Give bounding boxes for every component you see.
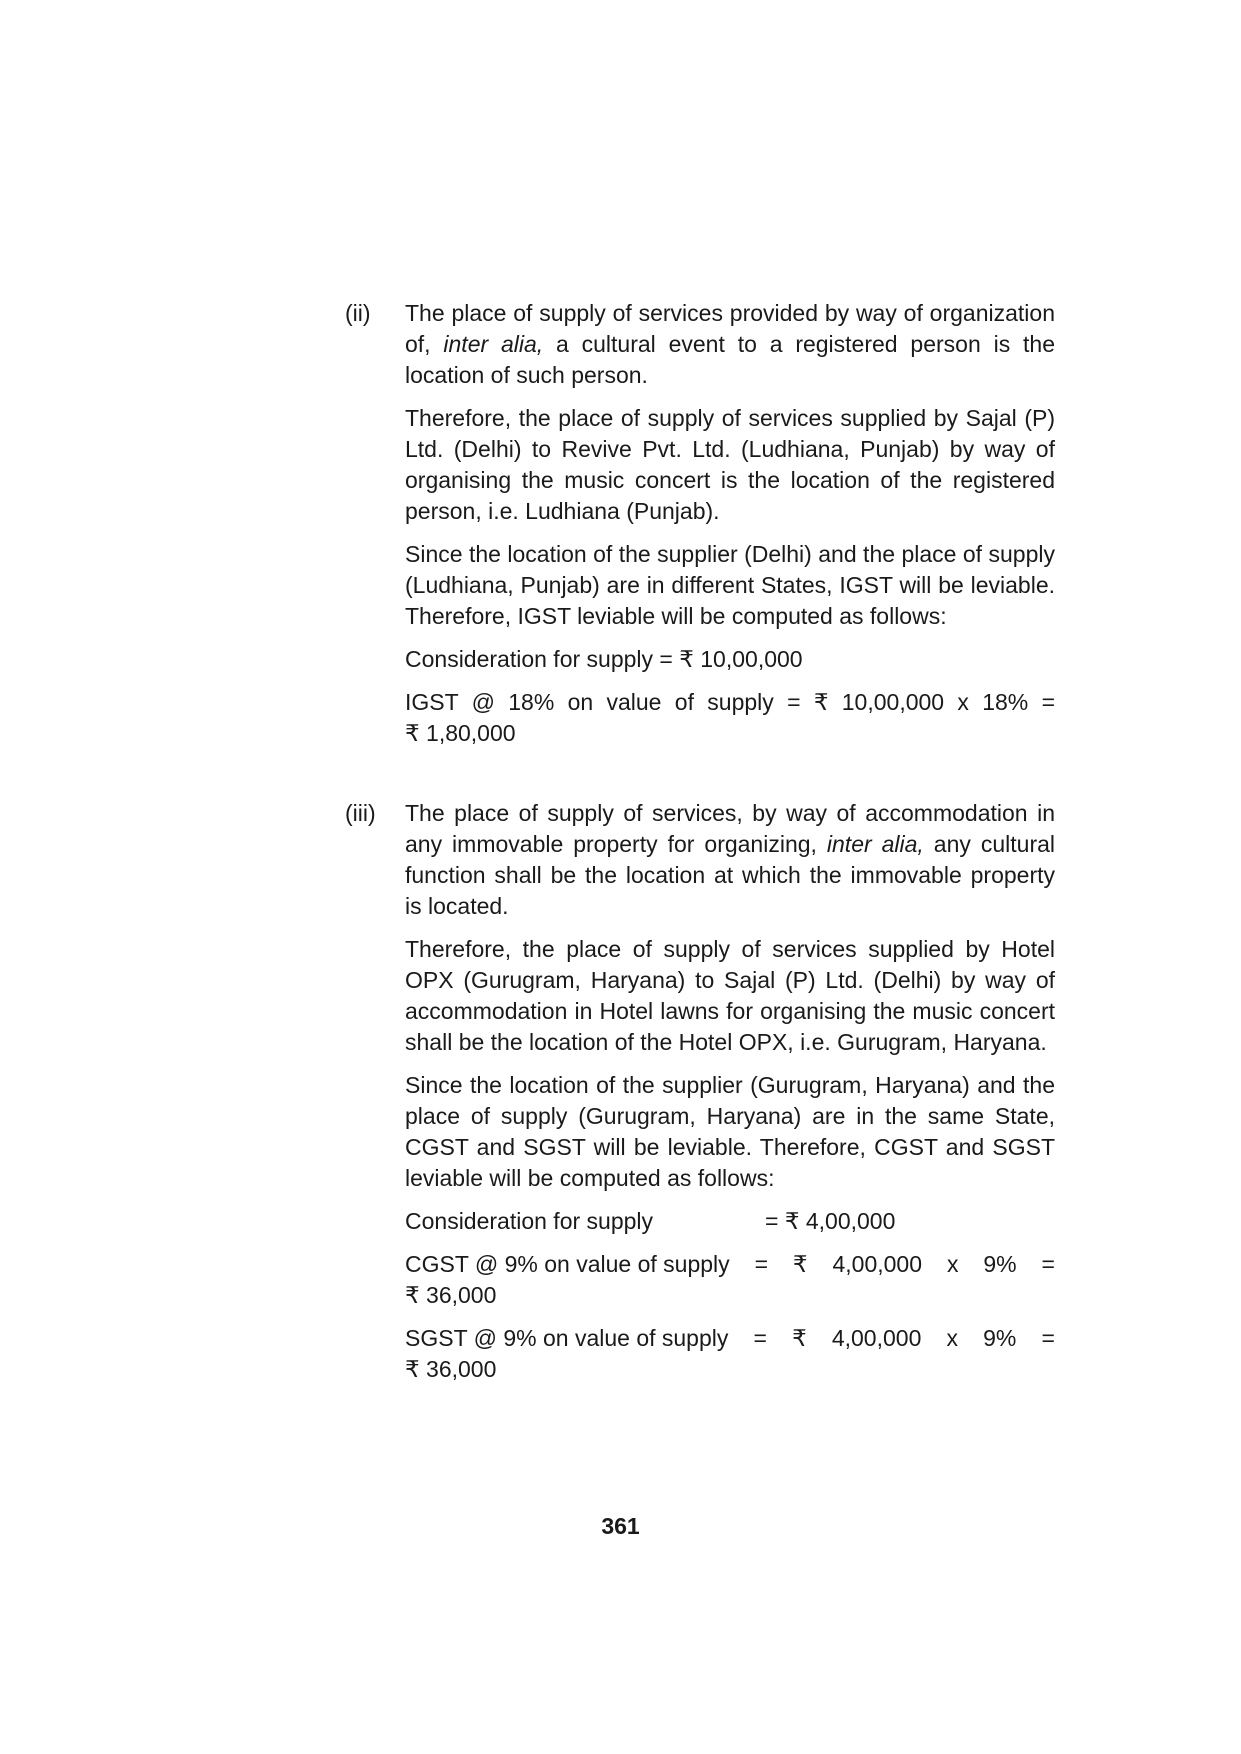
calc-part: 4,00,000 <box>832 1251 923 1277</box>
calculation-line <box>405 1249 1055 1311</box>
text-span: The place of supply of services, by way of accommodation in any immovable property for organizing, <box>405 800 1055 857</box>
calc-value: = ₹ 4,00,000 <box>765 1208 896 1234</box>
calc-part: = <box>1041 1251 1055 1277</box>
paragraph: Therefore, the place of supply of services supplied by Sajal (P) Ltd. (Delhi) to Revive Pvt. Ltd. (Ludhiana, Punjab) by way of organising the music concert is the location of the registered person, i.e. Ludhiana (Punjab). <box>405 405 1055 524</box>
page-number: 361 <box>601 1513 640 1539</box>
calc-result: ₹ 36,000 <box>405 1282 497 1308</box>
calculation-line <box>405 1323 1055 1385</box>
calc-label: Consideration for supply <box>405 1208 654 1234</box>
calc-part: = <box>754 1251 768 1277</box>
italic-text: inter alia, <box>826 831 924 857</box>
calculation-line <box>405 687 1055 749</box>
paragraph: Since the location of the supplier (Delhi) and the place of supply (Ludhiana, Punjab) are in different States, IGST will be leviable. Therefore, IGST leviable will be computed as follows: <box>405 541 1055 629</box>
item-marker: (ii) <box>345 300 371 326</box>
calc-part: 9% <box>983 1251 1017 1277</box>
italic-text: inter alia, <box>443 331 544 357</box>
calc-label: CGST @ 9% on value of supply <box>405 1251 730 1277</box>
text-span: any cultural function shall be the location at which the immovable property is located. <box>405 831 1056 919</box>
calc-equation <box>405 1323 1055 1354</box>
calc-equation <box>405 1249 1055 1280</box>
list-item-ii <box>345 298 1055 761</box>
text-span: a cultural event to a registered person is the location of such person. <box>405 331 1055 388</box>
calc-text: Consideration for supply = ₹ 10,00,000 <box>405 646 803 672</box>
calc-result: ₹ 1,80,000 <box>405 720 516 746</box>
paragraph <box>405 298 1055 391</box>
paragraph: Since the location of the supplier (Gurugram, Haryana) and the place of supply (Gurugram, Haryana) are in the same State, CGST and SGST will be leviable. Therefore, CGST and SGST leviable will be computed as follows: <box>405 1072 1055 1191</box>
calc-part: ₹ <box>792 1251 808 1277</box>
calc-label: SGST @ 9% on value of supply <box>405 1325 729 1351</box>
calc-part: 9% <box>983 1325 1017 1351</box>
calculation-line <box>405 1206 1055 1237</box>
calc-result: ₹ 36,000 <box>405 1356 497 1382</box>
calc-part: 4,00,000 <box>831 1325 922 1351</box>
calc-part: = <box>1041 1325 1055 1351</box>
list-item-iii <box>345 798 1055 1397</box>
calc-part: x <box>946 1251 959 1277</box>
item-marker: (iii) <box>345 800 376 826</box>
calc-part: ₹ <box>792 1325 807 1351</box>
text-span: The place of supply of services provided by way of organization of, <box>405 300 1055 357</box>
paragraph: Therefore, the place of supply of services supplied by Hotel OPX (Gurugram, Haryana) to Sajal (P) Ltd. (Delhi) by way of accommodation in Hotel lawns for organising the music concert shall be the location of the Hotel OPX, i.e. Gurugram, Haryana. <box>405 936 1055 1055</box>
calc-part: = <box>753 1325 767 1351</box>
calculation-line <box>405 644 1055 675</box>
item-body <box>405 298 1055 749</box>
item-body <box>405 798 1055 1385</box>
paragraph <box>405 798 1055 922</box>
calc-text: IGST @ 18% on value of supply = ₹ 10,00,000 x 18% = <box>405 689 1055 715</box>
calc-part: x <box>946 1325 958 1351</box>
